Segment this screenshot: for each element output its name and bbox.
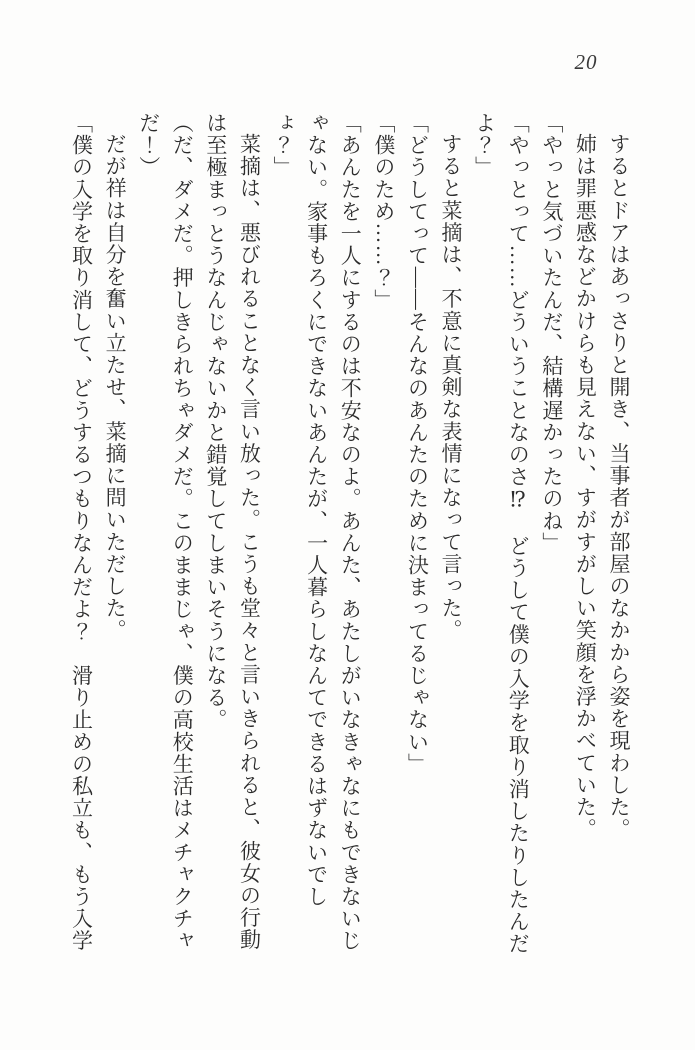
text-column: 「あんたを一人にするのは不安なのよ。あんた、あたしがいなきゃなにもできないじ (338, 112, 363, 952)
text-column: するとドアはあっさりと開き、当事者が部屋のなかから姿を現わした。 (607, 133, 631, 841)
text-column: ゃない。家事もろくにできないあんたが、一人暮らしなんてできるはずないでし (304, 112, 329, 908)
text-column: 「やっとって……どういうことなのさ⁉ どうして僕の入学を取り消したりしたんだ (506, 112, 531, 955)
text-column: ょ？」 (271, 112, 296, 179)
text-column: だ！） (136, 112, 161, 179)
text-column: 菜摘は、悪びれることなく言い放った。こうも堂々と言いきられると、彼女の行動 (237, 133, 262, 951)
page-number: 20 (574, 50, 598, 74)
text-column: （だ、ダメだ。押しきられちゃダメだ。このままじゃ、僕の高校生活はメチャクチャ (170, 112, 195, 952)
text-column: 姉は罪悪感などかけらも見えない、すがすがしい笑顔を浮かべていた。 (573, 133, 598, 841)
text-column: よ？」 (472, 112, 497, 179)
text-column: 「僕のため……？」 (371, 112, 396, 311)
text-block (64, 112, 635, 956)
text-column: だが祥は自分を奮い立たせ、菜摘に問いただした。 (103, 133, 128, 642)
text-column: 「僕の入学を取り消して、どうするつもりなんだよ？ 滑り止めの私立も、もう入学 (69, 112, 94, 952)
text-column: すると菜摘は、不意に真剣な表情になって言った。 (439, 133, 464, 642)
text-column: 「やっと気づいたんだ、結構遅かったのね」 (539, 112, 564, 554)
text-column: 「どうしてって――そんなのあんたのために決まってるじゃない」 (405, 112, 430, 775)
text-column: は至極まっとうなんじゃないかと錯覚してしまいそうになる。 (203, 112, 228, 731)
